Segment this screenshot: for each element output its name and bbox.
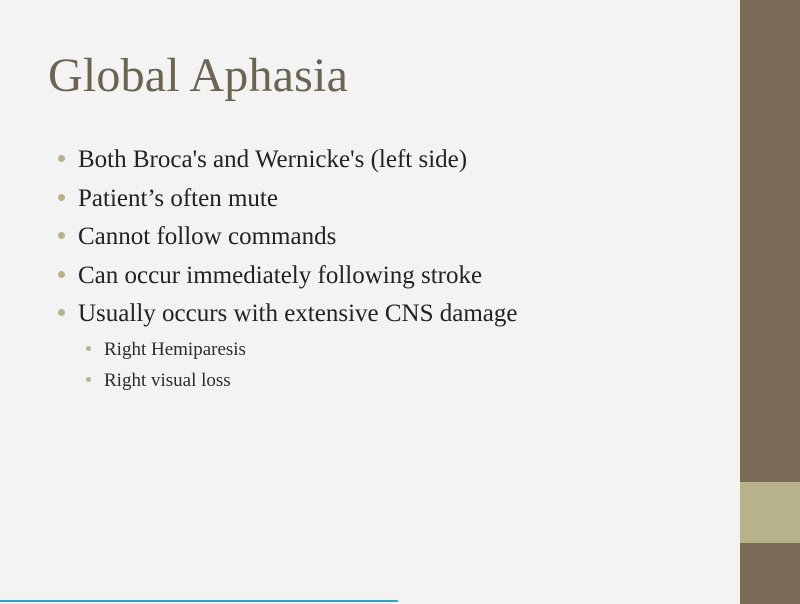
sub-bullet-dot-icon — [86, 346, 91, 351]
bullet-text: Patient’s often mute — [78, 184, 278, 212]
bullet-item — [58, 146, 718, 185]
bullet-item — [58, 185, 718, 224]
bullet-dot-icon — [58, 232, 65, 239]
bullet-dot-icon — [58, 271, 65, 278]
sub-bullet-text: Right visual loss — [104, 369, 231, 391]
bullet-item — [58, 300, 718, 339]
sub-bullet-list — [58, 339, 718, 401]
bullet-item — [58, 223, 718, 262]
bullet-dot-icon — [58, 194, 65, 201]
bullet-text: Usually occurs with extensive CNS damage — [78, 300, 518, 328]
sub-bullet-dot-icon — [86, 377, 91, 382]
sub-bullet-item — [86, 370, 718, 401]
bullet-item — [58, 262, 718, 301]
sub-bullet-group — [58, 339, 718, 401]
sidebar-accent-block — [740, 482, 800, 543]
bullet-dot-icon — [58, 309, 65, 316]
sub-bullet-text: Right Hemiparesis — [104, 338, 246, 360]
slide-title: Global Aphasia — [48, 49, 349, 102]
video-progress-line — [0, 600, 398, 602]
sub-bullet-item — [86, 339, 718, 370]
bullet-text: Cannot follow commands — [78, 223, 337, 251]
bullet-text: Both Broca's and Wernicke's (left side) — [78, 146, 468, 173]
bullet-text: Can occur immediately following stroke — [78, 261, 483, 289]
bullet-list — [58, 146, 718, 401]
bullet-dot-icon — [58, 155, 65, 162]
